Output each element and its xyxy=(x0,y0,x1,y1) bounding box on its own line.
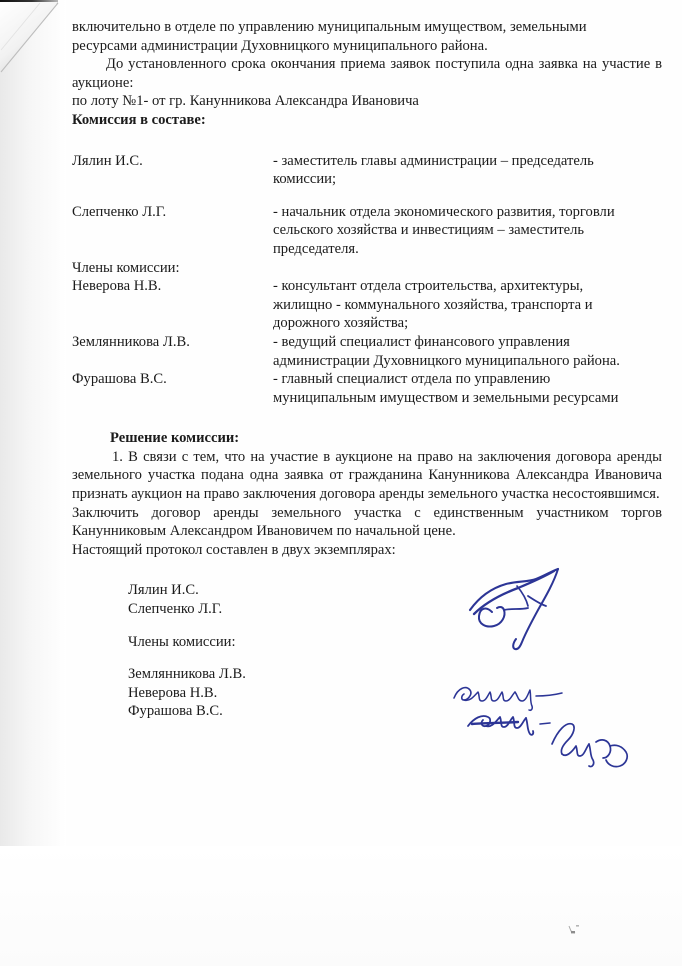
member-role-line: - начальник отдела экономического развития, торговли xyxy=(273,203,615,220)
decision-item-1: 1. В связи с тем, что на участие в аукционе на право на заключения договора аренды земельного участка подана одна заявка от гражданина Канунникова Александра Ивановича признать аукцион на право заключения договора аренды земельного участка несостоявшимся. xyxy=(72,448,662,503)
commission-member-row xyxy=(72,333,662,370)
commission-member-row xyxy=(72,203,662,259)
spacer xyxy=(72,407,662,429)
intro-line-1: включительно в отделе по управлению муниципальным имуществом, земельными xyxy=(72,19,587,35)
decision-heading: Решение комиссии: xyxy=(110,430,240,447)
intro-line-2: ресурсами администрации Духовницкого муниципального района. xyxy=(72,37,488,54)
member-role-line: - заместитель главы администрации – председатель xyxy=(273,152,594,169)
member-name: Землянникова Л.В. xyxy=(72,333,190,350)
intro-paragraph: До установленного срока окончания приема заявок поступила одна заявка на участие в аукционе: xyxy=(72,56,662,91)
spacer xyxy=(72,130,662,152)
spacer xyxy=(72,651,662,665)
signatory-name: Фурашова В.С. xyxy=(128,703,223,720)
decision-section xyxy=(72,429,662,559)
member-role-line: - ведущий специалист финансового управления xyxy=(273,333,570,350)
scanner-edge-bar xyxy=(0,0,58,4)
signature-members-label: Члены комиссии: xyxy=(128,633,236,650)
member-role xyxy=(273,203,662,259)
scan-stray-mark xyxy=(566,924,580,938)
signatory-name: Землянникова Л.В. xyxy=(128,666,246,683)
commission-member-row xyxy=(72,152,662,189)
signatory-name: Неверова Н.В. xyxy=(128,684,218,701)
document-body xyxy=(72,18,662,721)
member-role-line: сельского хозяйства и инвестициям – заместитель xyxy=(273,222,585,239)
member-role xyxy=(273,277,662,333)
member-role xyxy=(273,370,662,407)
lot-line: по лоту №1- от гр. Канунникова Александра Ивановича xyxy=(72,93,419,110)
member-role xyxy=(273,333,662,370)
member-role-line: муниципальным имуществом и земельными ресурсами xyxy=(273,389,619,406)
commission-heading: Комиссия в составе: xyxy=(72,111,206,128)
member-role-line: - консультант отдела строительства, архитектуры, xyxy=(273,278,584,295)
signature-section xyxy=(72,581,662,721)
member-role-line: - главный специалист отдела по управлению xyxy=(273,371,551,388)
scan-bottom-shading xyxy=(0,846,682,966)
member-role-line: жилищно - коммунального хозяйства, транспорта и xyxy=(273,296,593,313)
member-role-line: председателя. xyxy=(273,240,359,257)
member-name: Лялин И.С. xyxy=(72,152,143,169)
member-role-line: администрации Духовницкого муниципального района. xyxy=(273,352,620,369)
decision-conclude-line: Заключить договор аренды земельного участка с единственным участником торгов Канунниковым Александром Ивановичем по начальной цене. xyxy=(72,504,662,540)
signatory-name: Лялин И.С. xyxy=(128,582,199,599)
commission-member-row xyxy=(72,277,662,333)
commission-member-row xyxy=(72,370,662,407)
signatory-name: Слепченко Л.Г. xyxy=(128,601,223,618)
member-name: Слепченко Л.Г. xyxy=(72,203,167,220)
page-curl-edge-icon xyxy=(0,2,62,74)
spacer xyxy=(72,559,662,581)
spacer xyxy=(72,189,662,203)
member-name: Фурашова В.С. xyxy=(72,371,167,388)
member-role-line: дорожного хозяйства; xyxy=(273,315,409,332)
member-name: Неверова Н.В. xyxy=(72,278,162,295)
member-role xyxy=(273,152,662,189)
member-role-line: комиссии; xyxy=(273,171,337,188)
scan-left-shading xyxy=(0,0,66,966)
decision-copies-line: Настоящий протокол составлен в двух экземплярах: xyxy=(72,541,396,558)
commission-members-label: Члены комиссии: xyxy=(72,259,180,276)
signature-furashova-handwriting xyxy=(548,718,634,776)
page-curl-corner xyxy=(0,2,60,72)
spacer xyxy=(72,619,662,633)
